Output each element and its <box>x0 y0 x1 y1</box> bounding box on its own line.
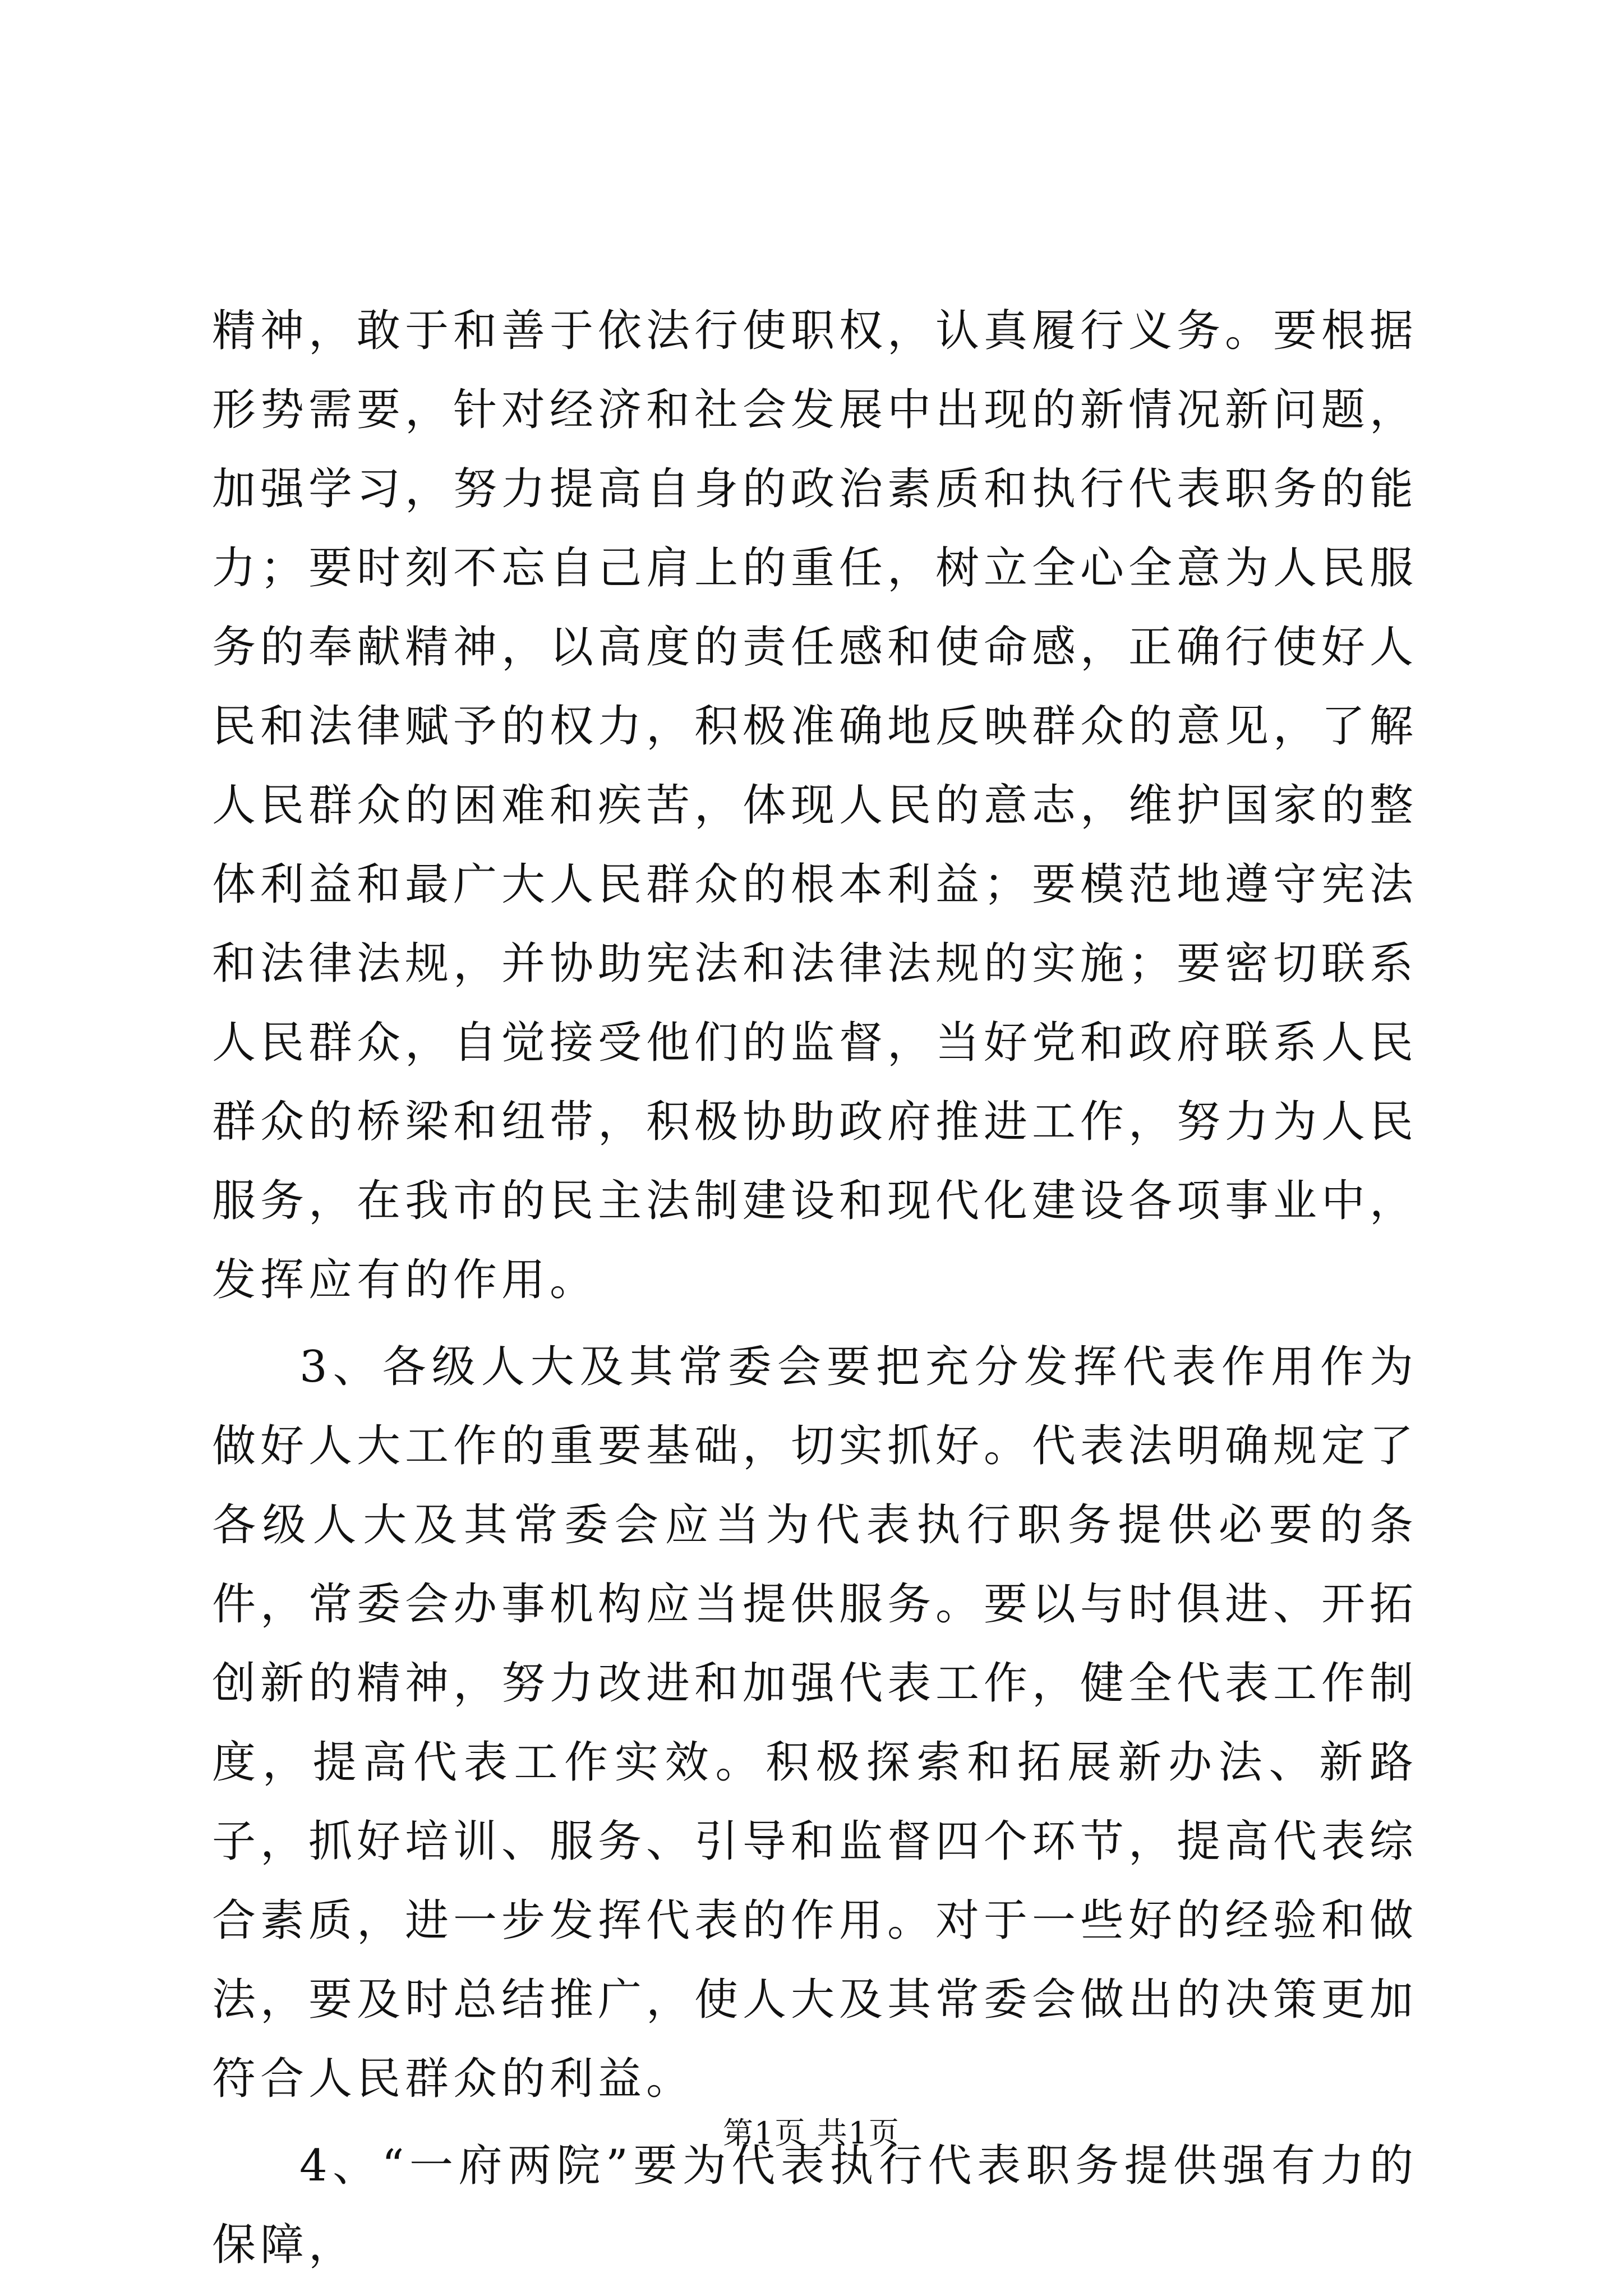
paragraph-item-4: 4、“一府两院”要为代表执行代表职务提供强有力的保障， <box>212 2141 1418 2270</box>
paragraph-continuation: 精神，敢于和善于依法行使职权，认真履行义务。要根据形势需要，针对经济和社会发展中出现的新情况新问题，加强学习，努力提高自身的政治素质和执行代表职务的能力；要时刻不忘自己肩上的重任，树立全心全意为人民服务的奉献精神，以高度的责任感和使命感，正确行使好人民和法律赋予的权力，积极准确地反映群众的意见，了解人民群众的困难和疾苦，体现人民的意志，维护国家的整体利益和最广大人民群众的根本利益；要模范地遵守宪法和法律法规，并协助宪法和法律法规的实施；要密切联系人民群众，自觉接受他们的监督，当好党和政府联系人民群众的桥梁和纽带，积极协助政府推进工作，努力为人民服务，在我市的民主法制建设和现代化建设各项事业中，发挥应有的作用。 <box>212 306 1418 1305</box>
paragraph-item-3: 3、各级人大及其常委会要把充分发挥代表作用作为做好人大工作的重要基础，切实抓好。代表法明确规定了各级人大及其常委会应当为代表执行职务提供必要的条件，常委会办事机构应当提供服务。要以与时俱进、开拓创新的精神，努力改进和加强代表工作，健全代表工作制度，提高代表工作实效。积极探索和拓展新办法、新路子，抓好培训、服务、引导和监督四个环节，提高代表综合素质，进一步发挥代表的作用。对于一些好的经验和做法，要及时总结推广，使人大及其常委会做出的决策更加符合人民群众的利益。 <box>212 1342 1418 2104</box>
page-footer: 第1页 共1页 <box>723 2115 900 2151</box>
document-body <box>212 292 1418 2293</box>
